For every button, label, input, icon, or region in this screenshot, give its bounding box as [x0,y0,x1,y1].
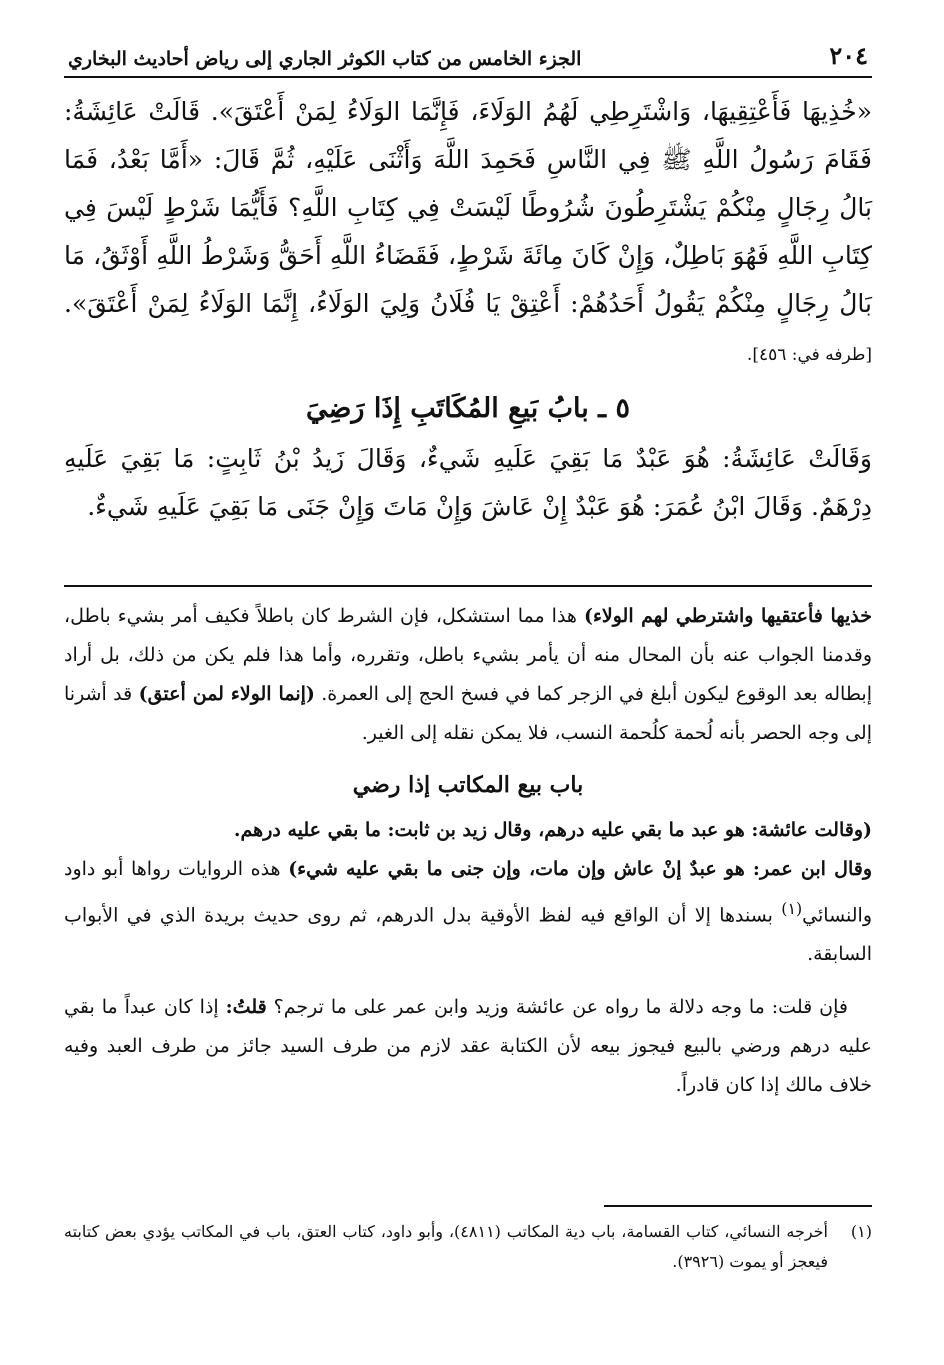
footnote-marker[interactable]: (١) [781,899,803,918]
commentary-paragraph-2 [64,811,872,974]
chapter-body: وَقَالَتْ عَائِشَةُ: هُوَ عَبْدٌ مَا بَقِيَ عَلَيهِ شَيءٌ، وَقَالَ زَيدُ بْنُ ثَابِتٍ: مَا بَقِيَ عَلَيهِ دِرْهَمٌ. وَقَالَ ابْنُ عُمَرَ: هُوَ عَبْدٌ إِنْ عَاشَ وَإِنْ مَاتَ وَإِنْ جَنَى مَا بَقِيَ عَلَيهِ شَيءٌ. [64,444,872,521]
page-header [64,36,872,78]
commentary-paragraph-3 [64,988,872,1105]
book-page [64,36,872,1277]
commentary-chapter-title: باب بيع المكاتب إذا رضي [352,772,584,798]
hadith-reference: [طرفه في: ٤٥٦]. [746,345,872,365]
commentary-text: هذا مما استشكل، فإن الشرط كان باطلاً فكيف أمر بشيء باطل، وقدمنا الجواب عنه بأن المحال منه أن يأمر بشيء باطل، وتقرره، وأما هذا فلم يكن من ذلك، بل أراد إبطاله بعد الوقوع ليكون أبلغ في الزجر كما في فسخ الحج إلى العمرة. [64,605,872,705]
commentary-paragraph-1 [64,597,872,753]
quoted-phrase: وقال ابن عمر: هو عبدٌ إنْ عاش وإن مات، وإن جنى ما بقي عليه شيء) [288,858,873,880]
page-number: ٢٠٤ [829,41,868,70]
commentary [64,597,872,1105]
footnote-divider [604,1205,872,1207]
commentary-text: هذه الروايات رواها أبو داود والنسائي [64,858,872,927]
quoted-phrase: خذيها فأعتقيها واشترطي لهم الولاء) [583,605,873,627]
quoted-phrase: (إنما الولاء لمن أعتق) [138,683,315,705]
qultu-word: قلتُ: [225,996,267,1019]
hadith-text [64,88,872,379]
quoted-phrase: (وقالت عائشة: هو عبد ما بقي عليه درهم، وقال زيد بن ثابت: ما بقي عليه درهم. [233,819,872,841]
chapter-title: ٥ ـ بابُ بَيعِ المُكَاتَبِ إِذَا رَضِيَ [305,393,630,424]
commentary-text: قد أشرنا إلى وجه الحصر بأنه لُحمة كلُحمة النسب، فلا يمكن نقله إلى الغير. [64,683,872,744]
footnote-number: (١) [850,1222,872,1242]
text-commentary-divider [64,585,872,587]
commentary-text: بسندها إلا أن الواقع فيه لفظ الأوقية بدل الدرهم، ثم روى حديث بريدة الذي في الأبواب السابقة. [64,904,872,966]
commentary-text: إذا كان عبداً ما بقي عليه درهم ورضي بالبيع فيجوز بيعه لأن الكتابة عقد لازم من طرف السيد جائز من طرف العبد وفيه خلاف مالك إذا كان قادراً. [64,996,872,1097]
commentary-text: فإن قلت: ما وجه دلالة ما رواه عن عائشة وزيد وابن عمر على ما ترجم؟ [266,996,848,1019]
hadith-body: «خُذِيهَا فَأَعْتِقِيهَا، وَاشْتَرِطِي لَهُمُ الوَلَاءَ، فَإِنَّمَا الوَلَاءُ لِمَنْ أَعْتَقَ». قَالَتْ عَائِشَةُ: فَقَامَ رَسُولُ اللَّهِ ﷺ فِي النَّاسِ فَحَمِدَ اللَّهَ وَأَثْنَى عَلَيْهِ، ثُمَّ قَالَ: «أَمَّا بَعْدُ، فَمَا بَالُ رِجَالٍ مِنْكُمْ يَشْتَرِطُونَ شُرُوطًا لَيْسَتْ فِي كِتَابِ اللَّهِ؟ فَأَيُّمَا شَرْطٍ لَيْسَ فِي كِتَابِ اللَّهِ فَهُوَ بَاطِلٌ، وَإِنْ كَانَ مِائَةَ شَرْطٍ، فَقَضَاءُ اللَّهِ أَحَقُّ وَشَرْطُ اللَّهِ أَوْثَقُ، مَا بَالُ رِجَالٍ مِنْكُمْ يَقُولُ أَحَدُهُمْ: أَعْتِقْ يَا فُلَانُ وَلِيَ الوَلَاءُ، إِنَّمَا الوَلَاءُ لِمَنْ أَعْتَقَ». [64,97,872,318]
running-title: الجزء الخامس من كتاب الكوثر الجاري إلى رياض أحاديث البخاري [68,48,582,70]
footnote [64,1217,872,1277]
footnote-text: أخرجه النسائي، كتاب القسامة، باب دية المكاتب (٤٨١١)، وأبو داود، كتاب العتق، باب في المكاتب يؤدي بعض كتابته فيعجز أو يموت (٣٩٢٦). [64,1222,829,1272]
